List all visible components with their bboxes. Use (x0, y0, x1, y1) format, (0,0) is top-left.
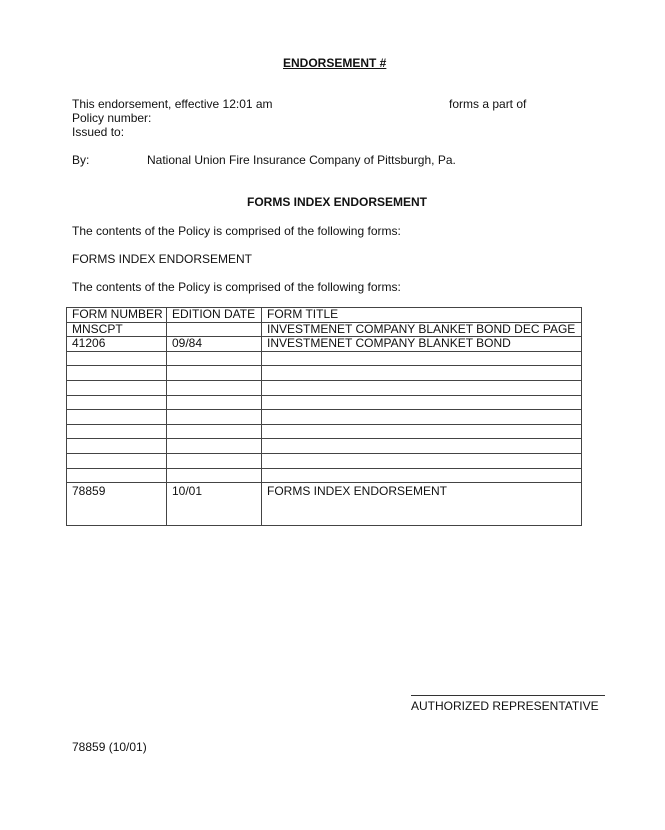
form-number-cell (67, 468, 167, 483)
header-form-title: FORM TITLE (262, 308, 582, 323)
edition-date-cell (167, 351, 262, 366)
form-title-cell (262, 395, 582, 410)
form-number-cell: 78859 (67, 483, 167, 526)
table-row (67, 351, 582, 366)
table-row (67, 468, 582, 483)
by-label: By: (72, 153, 90, 167)
form-title-cell: INVESTMENET COMPANY BLANKET BOND DEC PAGE (262, 322, 582, 337)
section-heading: FORMS INDEX ENDORSEMENT (247, 195, 428, 209)
authorized-representative-label: AUTHORIZED REPRESENTATIVE (411, 699, 599, 713)
issued-to-label: Issued to: (72, 125, 125, 139)
edition-date-cell (167, 380, 262, 395)
form-title-cell (262, 380, 582, 395)
table-row (67, 453, 582, 468)
endorsement-title: ENDORSEMENT # (283, 56, 387, 70)
edition-date-cell (167, 468, 262, 483)
form-number-cell: 41206 (67, 337, 167, 352)
footer-form-code: 78859 (10/01) (72, 740, 147, 754)
table-row (67, 380, 582, 395)
form-number-cell (67, 351, 167, 366)
table-row (67, 410, 582, 425)
form-number-cell (67, 424, 167, 439)
edition-date-cell: 10/01 (167, 483, 262, 526)
edition-date-cell (167, 322, 262, 337)
form-number-cell (67, 410, 167, 425)
edition-date-cell (167, 366, 262, 381)
table-row (67, 337, 582, 352)
form-title-cell (262, 468, 582, 483)
table-row (67, 439, 582, 454)
edition-date-cell: 09/84 (167, 337, 262, 352)
edition-date-cell (167, 439, 262, 454)
table-row (67, 366, 582, 381)
contents-text-2: The contents of the Policy is comprised of the following forms: (72, 280, 401, 294)
forms-table (66, 307, 582, 526)
table-row (67, 424, 582, 439)
table-row (67, 483, 582, 526)
edition-date-cell (167, 424, 262, 439)
form-title-cell (262, 453, 582, 468)
form-title-cell (262, 366, 582, 381)
form-number-cell (67, 380, 167, 395)
form-title-cell (262, 410, 582, 425)
forms-index-subheading: FORMS INDEX ENDORSEMENT (72, 252, 253, 266)
signature-line (411, 695, 605, 696)
table-header-row (67, 308, 582, 323)
table-row (67, 395, 582, 410)
forms-part-text: forms a part of (449, 97, 527, 111)
form-number-cell (67, 453, 167, 468)
header-form-number: FORM NUMBER (67, 308, 167, 323)
form-title-cell: FORMS INDEX ENDORSEMENT (262, 483, 582, 526)
table-row (67, 322, 582, 337)
edition-date-cell (167, 410, 262, 425)
edition-date-cell (167, 395, 262, 410)
form-number-cell (67, 395, 167, 410)
form-title-cell: INVESTMENET COMPANY BLANKET BOND (262, 337, 582, 352)
form-number-cell (67, 366, 167, 381)
effective-text: This endorsement, effective 12:01 am (72, 97, 273, 111)
form-title-cell (262, 439, 582, 454)
form-title-cell (262, 424, 582, 439)
policy-number-label: Policy number: (72, 111, 152, 125)
form-number-cell (67, 439, 167, 454)
contents-text-1: The contents of the Policy is comprised of the following forms: (72, 224, 401, 238)
edition-date-cell (167, 453, 262, 468)
header-edition-date: EDITION DATE (167, 308, 262, 323)
company-name: National Union Fire Insurance Company of Pittsburgh, Pa. (147, 153, 456, 167)
form-number-cell: MNSCPT (67, 322, 167, 337)
form-title-cell (262, 351, 582, 366)
